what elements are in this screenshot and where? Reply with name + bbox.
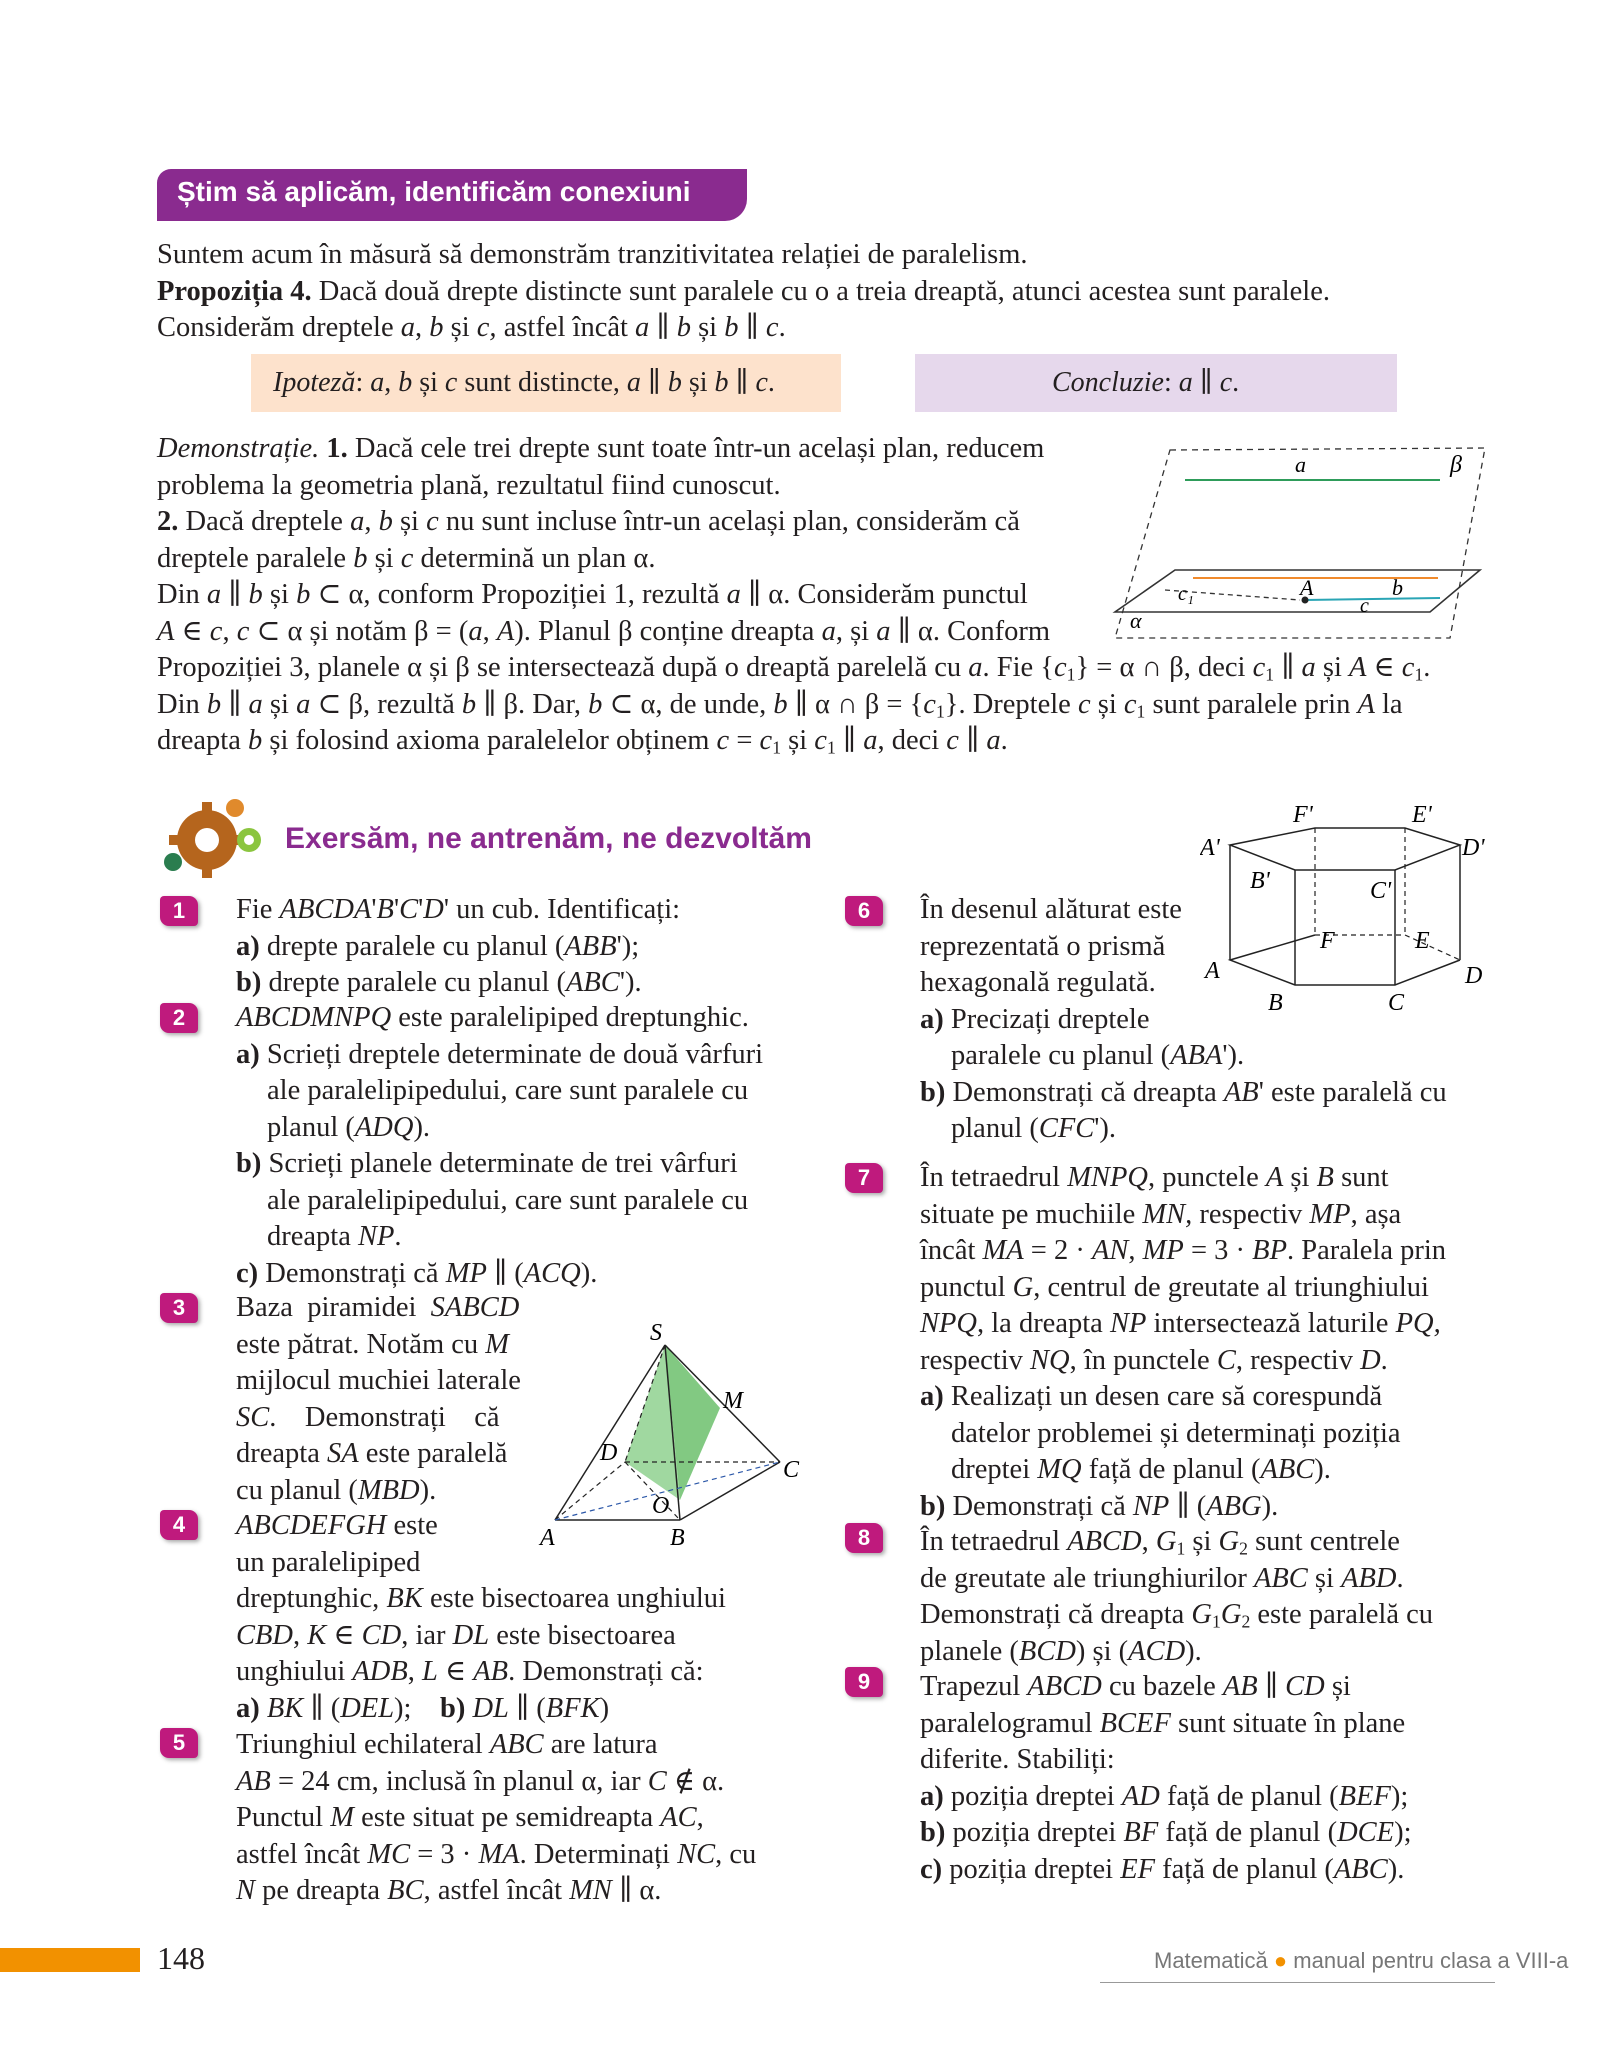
label-A-prism: A bbox=[1205, 958, 1220, 984]
hypothesis-text: Ipoteză: a, b și c sunt distincte, a ∥ b și b ∥ c. bbox=[273, 367, 775, 398]
exercise-2: ABCDMNPQ este paralelipiped dreptunghic. a) Scrieți dreptele determinate de două vârfuri ale paralelipipedului, care sunt paralele cu planul (ADQ). b) Scrieți planele determinate de trei vârfuri ale paralelipipedului, care sunt paralele cu dreapta NP. c) Demonstrați că MP ∥ (ACQ). bbox=[236, 1002, 764, 1289]
exercise-3: Baza piramidei SABCD este pătrat. Notăm cu M mijlocul muchiei laterale SC. Demonstrați că dreapta SA este paralelă cu planul (MBD). bbox=[236, 1292, 521, 1506]
conclusion-box bbox=[915, 354, 1397, 412]
footer-accent-bar bbox=[0, 1948, 140, 1972]
footer-title: Matematică bbox=[1154, 1948, 1268, 1973]
hypothesis-box bbox=[251, 354, 841, 412]
exercise-7: În tetraedrul MNPQ, punctele A și B sunt situate pe muchiile MN, respectiv MP, așa încât MA = 2 · AN, MP = 3 · BP. Paralela prin punctul G, centrul de greutate al triunghiului NPQ, la dreapta NP intersectează laturile PQ, respectiv NQ, în punctele C, respectiv D. a) Realizați un desen care să corespundă datelor problemei și determinați poziția dreptei MQ față de planul (ABC). b) Demonstrați că NP ∥ (ABG). bbox=[920, 1162, 1447, 1522]
section-banner bbox=[157, 169, 747, 221]
exercise-badge-9: 9 bbox=[845, 1667, 883, 1697]
exercise-4: ABCDEFGH este un paralelipiped dreptunghic, BK este bisectoarea unghiului CBD, K ∈ CD, iar DL este bisectoarea unghiului ADB, L ∈ AB. Demonstrați că: a) BK ∥ (DEL); b) DL ∥ (BFK) bbox=[236, 1510, 726, 1724]
label-c1: c₁ bbox=[1178, 583, 1194, 605]
label-alpha: α bbox=[1130, 608, 1142, 633]
label-M: M bbox=[723, 1388, 743, 1414]
section-title: Știm să aplicăm, identificăm conexiuni bbox=[177, 176, 691, 207]
footer-divider bbox=[1100, 1982, 1495, 1983]
label-beta: β bbox=[1450, 452, 1462, 478]
label-D: D bbox=[600, 1440, 618, 1466]
gears-icon bbox=[155, 790, 270, 880]
intro-text: Suntem acum în măsură să demonstrăm tranzitivitatea relației de paralelism. bbox=[157, 239, 1028, 270]
exercise-badge-7: 7 bbox=[845, 1163, 883, 1193]
exercise-6: paralele cu planul (ABA'). b) Demonstrați că dreapta AB' este paralelă cu planul (CFC'). bbox=[920, 1040, 1447, 1144]
exercise-9: Trapezul ABCD cu bazele AB ∥ CD și paralelogramul BCEF sunt situate în plane diferite. Stabiliți: a) poziția dreptei AD față de planul (BEF); b) poziția dreptei BF față de planul (DCE); c) poziția dreptei EF față de planul (ABC). bbox=[920, 1671, 1412, 1885]
label-A: A bbox=[540, 1525, 555, 1551]
label-O: O bbox=[652, 1493, 670, 1519]
label-b: b bbox=[1392, 575, 1403, 600]
exercise-6-intro: În desenul alăturat este reprezentată o prismă hexagonală regulată. a) Precizați dreptele bbox=[920, 894, 1182, 1035]
page-number: 148 bbox=[157, 1940, 205, 1976]
label-B: B bbox=[670, 1525, 685, 1551]
exercise-badge-2: 2 bbox=[160, 1003, 198, 1033]
exercise-badge-4: 4 bbox=[160, 1510, 198, 1540]
label-C: C bbox=[783, 1457, 800, 1483]
label-F: F bbox=[1320, 928, 1335, 954]
exercise-8: În tetraedrul ABCD, $G_1$ și $G_2$ sunt centrele de greutate ale triunghiurilor ABC și ABD. Demonstrați că dreapta $G_1G_2$ este paralelă cu planele (BCD) și (ACD). bbox=[920, 1526, 1434, 1667]
exercise-1: Fie ABCDA'B'C'D' un cub. Identificați: a) drepte paralele cu planul (ABB'); b) drepte paralele cu planul (ABC'). bbox=[236, 894, 681, 998]
exercise-badge-5: 5 bbox=[160, 1728, 198, 1758]
label-S: S bbox=[650, 1320, 662, 1346]
label-B-prime: B' bbox=[1250, 868, 1270, 894]
label-E: E bbox=[1415, 928, 1430, 954]
label-A: A bbox=[1300, 575, 1314, 600]
footer-subtitle: manual pentru clasa a VIII-a bbox=[1293, 1948, 1569, 1973]
exercise-badge-8: 8 bbox=[845, 1523, 883, 1553]
proof-block-bottom: Propoziției 3, planele α și β se intersectează după o dreaptă parelelă cu a. Fie $\{c_1\} = \alpha$ ∩ β, deci $c_1$ ∥ a și A ∈ $c_1$. Din b ∥ a și a ⊂ β, rezultă b ∥ β. Dar, b ⊂ α, de unde, b ∥ α ∩ $\beta = \{c_1\}$. Dreptele c și $c_1$ sunt paralele prin A la dreapta b și folosind axioma paralelelor obținem $c = c_1$ și $c_1$ ∥ a, deci c ∥ a. bbox=[157, 652, 1431, 758]
proof-block-top: Demonstrație. 1. Dacă cele trei drepte sunt toate într-un același plan, reducem problema la geometria plană, rezultatul fiind cunoscut. 2. Dacă dreptele a, b și c nu sunt incluse într-un același plan, considerăm că dreptele paralele b și c determină un plan α. Din a ∥ b și b ⊂ α, conform Propoziției 1, rezultă a ∥ α. Considerăm punctul A ∈ c, c ⊂ α și notăm β = (a, A). Planul β conține dreapta a, și a ∥ α. Conform bbox=[157, 433, 1050, 647]
footer-bullet-icon: ● bbox=[1273, 1948, 1288, 1973]
label-C-prime: C' bbox=[1370, 878, 1392, 904]
exercise-5: Triunghiul echilateral ABC are latura AB = 24 cm, inclusă în planul α, iar C ∉ α. Punctul M este situat pe semidreapta AC, astfel încât MC = 3 · MA. Determinați NC, cu N pe dreapta BC, astfel încât MN ∥ α. bbox=[236, 1729, 757, 1906]
planes-figure bbox=[1100, 430, 1500, 645]
label-E-prime: E' bbox=[1412, 802, 1432, 828]
pyramid-figure bbox=[530, 1300, 810, 1560]
label-c: c bbox=[1360, 595, 1369, 617]
proposition-4 bbox=[157, 274, 1487, 311]
label-D-prism: D bbox=[1465, 963, 1483, 989]
label-D-prime: D' bbox=[1462, 835, 1485, 861]
label-C-prism: C bbox=[1388, 990, 1405, 1016]
exercise-badge-1: 1 bbox=[160, 896, 198, 926]
conclusion-text: Concluzie: a ∥ c. bbox=[1052, 367, 1240, 398]
label-F-prime: F' bbox=[1293, 802, 1313, 828]
exercise-badge-6: 6 bbox=[845, 896, 883, 926]
label-a: a bbox=[1295, 452, 1306, 477]
label-B-prism: B bbox=[1268, 990, 1283, 1016]
label-A-prime: A' bbox=[1200, 835, 1220, 861]
exercise-badge-3: 3 bbox=[160, 1293, 198, 1323]
prism-figure bbox=[1200, 800, 1500, 1030]
footer-book-title bbox=[1154, 1948, 1568, 1974]
exercises-title: Exersăm, ne antrenăm, ne dezvoltăm bbox=[285, 822, 812, 855]
proposition-label: Propoziția 4. bbox=[157, 275, 312, 307]
proposition-text: Dacă două drepte distincte sunt paralele cu o a treia dreaptă, atunci acestea sunt paralele. bbox=[311, 275, 1330, 307]
consider-text: Considerăm dreptele a, b și c, astfel încât a ∥ b și b ∥ c. bbox=[157, 312, 786, 343]
intro-block bbox=[157, 237, 1487, 347]
